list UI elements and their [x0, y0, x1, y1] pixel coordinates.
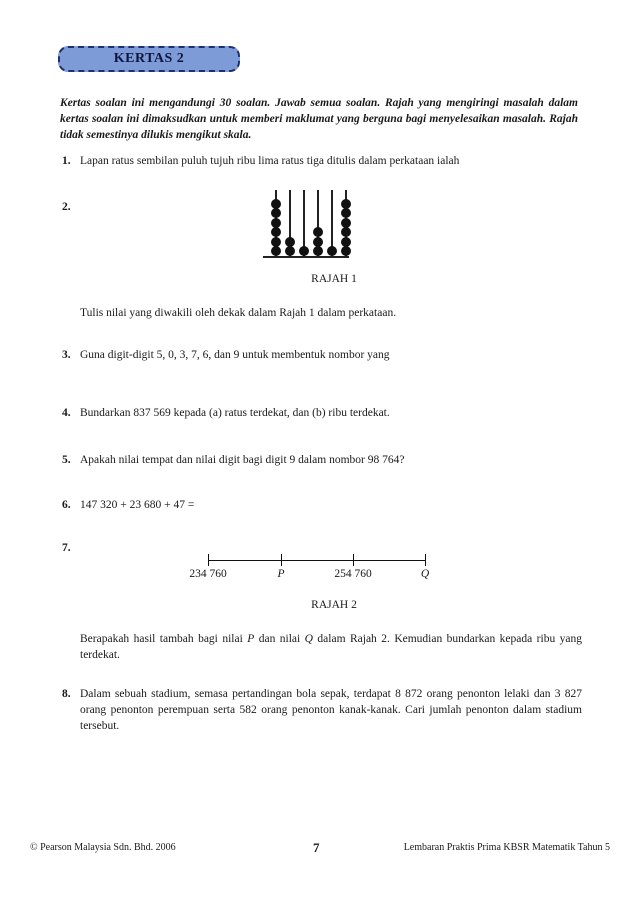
question-text: Berapakah hasil tambah bagi nilai P dan nilai Q dalam Rajah 2. Kemudian bundarkan kepada ribu yang terdekat.: [80, 633, 583, 661]
page-number: 7: [313, 840, 320, 855]
abacus-bead: [285, 246, 295, 256]
abacus-bead: [271, 246, 281, 256]
question-4: [62, 405, 582, 421]
abacus-bead: [341, 218, 351, 228]
question-text: Bundarkan 837 569 kepada (a) ratus terdekat, dan (b) ribu terdekat.: [80, 407, 390, 419]
abacus-bead: [341, 237, 351, 247]
abacus-bead: [327, 246, 337, 256]
question-1: [62, 153, 582, 169]
abacus-bead: [271, 218, 281, 228]
number-line-figure: [180, 548, 450, 584]
abacus-bead: [341, 227, 351, 237]
question-text: 147 320 + 23 680 + 47 =: [80, 499, 195, 511]
abacus-bead: [341, 246, 351, 256]
number-line-label: 234 760: [189, 568, 227, 580]
abacus-bead: [271, 199, 281, 209]
figure-2-label: RAJAH 2: [311, 599, 357, 611]
abacus-bead: [313, 246, 323, 256]
number-line-tick: [281, 554, 282, 566]
abacus-bead: [341, 208, 351, 218]
question-text: Lapan ratus sembilan puluh tujuh ribu lima ratus tiga ditulis dalam perkataan ialah: [80, 155, 460, 167]
section-badge: KERTAS 2: [58, 46, 240, 72]
number-line-tick: [353, 554, 354, 566]
number-line-tick: [425, 554, 426, 566]
question-number: 6.: [62, 499, 71, 511]
abacus-bead: [285, 237, 295, 247]
question-5: [62, 452, 582, 468]
question-2-text: [62, 305, 582, 321]
abacus-bead: [271, 227, 281, 237]
abacus-bead: [299, 246, 309, 256]
question-text: Dalam sebuah stadium, semasa pertandingan bola sepak, terdapat 8 872 orang penonton lelaki dan 3 827 orang penonton perempuan serta 582 orang penonton kanak-kanak. Cari jumlah penonton dalam stadium tersebut.: [80, 688, 582, 732]
question-6: [62, 497, 582, 513]
question-text: Apakah nilai tempat dan nilai digit bagi digit 9 dalam nombor 98 764?: [80, 454, 405, 466]
abacus-bead: [313, 237, 323, 247]
number-line-label: 254 760: [334, 568, 372, 580]
abacus-figure: [266, 190, 366, 260]
question-3: [62, 347, 582, 363]
question-8: [62, 686, 582, 734]
number-line-tick: [208, 554, 209, 566]
number-line-axis: [208, 560, 425, 561]
abacus-base: [263, 256, 349, 258]
question-text: Guna digit-digit 5, 0, 3, 7, 6, dan 9 untuk membentuk nombor yang: [80, 349, 390, 361]
question-number: 8.: [62, 688, 71, 700]
question-number: 1.: [62, 155, 71, 167]
footer-title: Lembaran Praktis Prima KBSR Matematik Tahun 5: [403, 842, 610, 853]
question-7-text: [62, 631, 582, 663]
number-line-label: Q: [420, 568, 430, 580]
figure-1-label: RAJAH 1: [311, 273, 357, 285]
question-number: 3.: [62, 349, 71, 361]
question-number: 7.: [62, 542, 71, 554]
question-number: 2.: [62, 201, 71, 213]
number-line-label: P: [277, 568, 285, 580]
abacus-bead: [341, 199, 351, 209]
instructions: Kertas soalan ini mengandungi 30 soalan. Jawab semua soalan. Rajah yang mengiringi masalah dalam kertas soalan ini dimaksudkan untuk memberi maklumat yang berguna bagi menyelesaikan masalah. Rajah tidak semestinya dilukis mengikut skala.: [60, 97, 578, 141]
footer-copyright: © Pearson Malaysia Sdn. Bhd. 2006: [30, 842, 176, 853]
abacus-bead: [313, 227, 323, 237]
abacus-bead: [271, 237, 281, 247]
question-number: 4.: [62, 407, 71, 419]
question-text: Tulis nilai yang diwakili oleh dekak dalam Rajah 1 dalam perkataan.: [80, 307, 397, 319]
abacus-bead: [271, 208, 281, 218]
question-number: 5.: [62, 454, 71, 466]
